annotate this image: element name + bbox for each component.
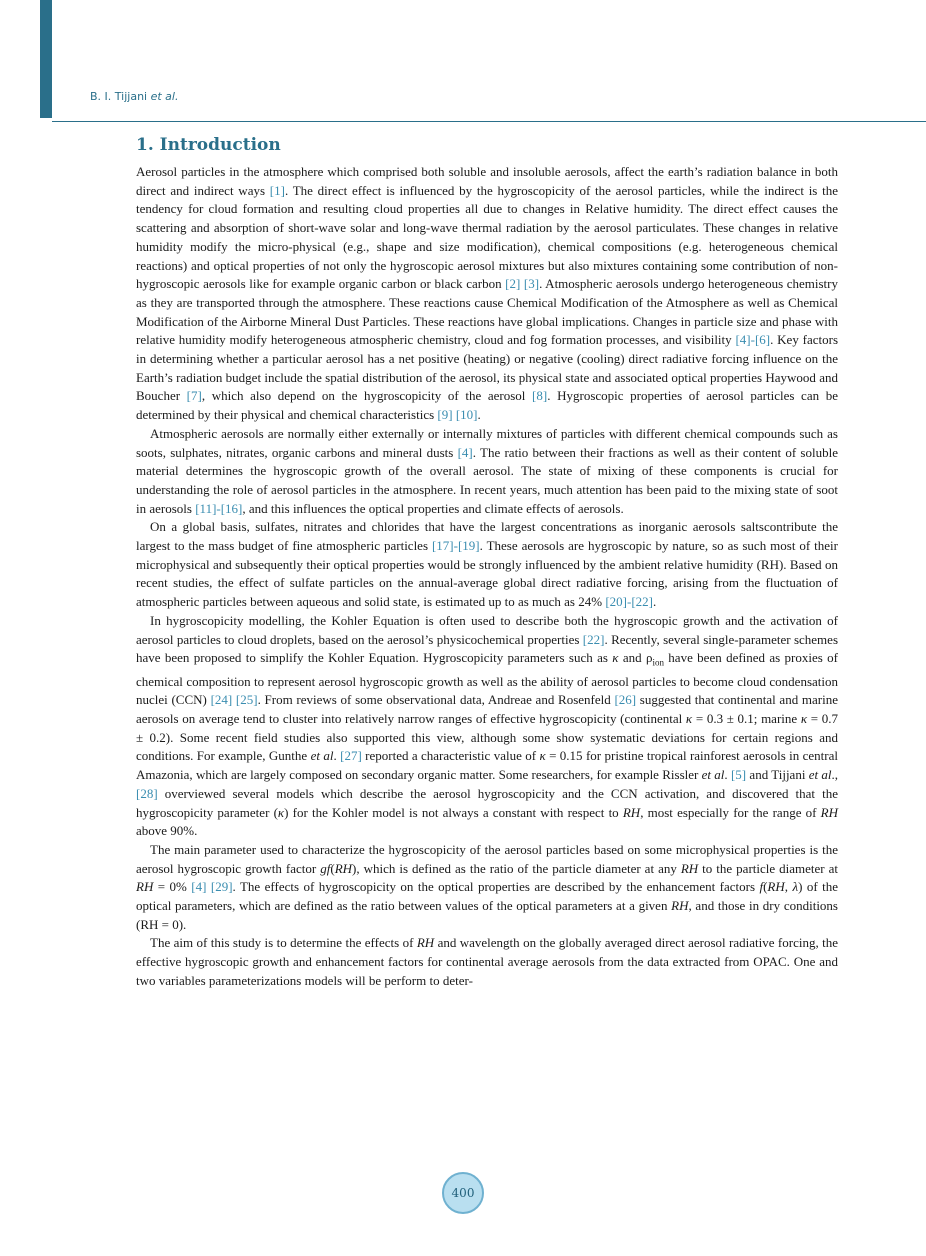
text-run: = 0.15 for pristine tropical rainforest aerosols in central Amazonia, which are largely composed on secondary organic matter. Some researchers, for example Rissler	[136, 748, 839, 783]
citation-link[interactable]: [27]	[340, 748, 362, 764]
italic-text: f	[759, 879, 764, 895]
text-run: = 0%	[153, 879, 192, 895]
citation-link[interactable]: [1]	[269, 182, 285, 198]
paragraph	[136, 425, 838, 519]
text-run: . From reviews of some observational data, Andreae and Rosenfeld	[257, 692, 615, 708]
text-run: . The ratio between their fractions as well as their content of soluble material determines the hygroscopic growth of the overall aerosol. The state of mixing of these components is crucial for understanding the role of aerosol particles in the atmosphere. In recent years, much attention has been paid to the mixing state of soot in aerosols	[136, 444, 838, 516]
running-head-et-al: et al.	[150, 90, 179, 103]
text-run: (	[330, 860, 335, 876]
paragraph	[136, 163, 838, 425]
citation-link[interactable]: [8]	[532, 388, 548, 404]
text-run: . Hygroscopic properties of aerosol particles can be determined by their physical and chemical characteristics	[136, 388, 838, 423]
citation-link[interactable]: [9] [10]	[437, 407, 478, 423]
italic-text: RH	[136, 879, 154, 895]
citation-link[interactable]: [22]	[582, 631, 605, 647]
italic-text: RH	[820, 804, 838, 820]
text-run: . The direct effect is influenced by the hygroscopicity of the aerosol particles, while the indirect is the tendency for cloud formation and resulting cloud properties all due to changes in Relative humidity. The direct effect causes the scattering and absorption of short-wave solar and long-wave thermal radiation by the aerosol particulates. These changes in relative humidity modify the micro-physical (e.g., shape and size modification), chemical compositions (e.g. heterogeneous chemical reactions) and optical properties of not only the hygroscopic aerosol mixtures but also mixtures containing some contribution of non-hygroscopic aerosols like for example organic carbon or black carbon	[136, 182, 838, 292]
article-body	[136, 133, 838, 991]
text-run: ), which is defined as the ratio of the particle diameter at any	[352, 860, 681, 876]
citation-link[interactable]: [17]-[19]	[431, 538, 480, 554]
text-run: reported a characteristic value of	[361, 748, 540, 764]
text-run: . The effects of hygroscopicity on the optical properties are described by the enhancement factors	[232, 879, 760, 895]
italic-text: κ	[800, 710, 808, 726]
citation-link[interactable]: [4] [29]	[191, 879, 233, 895]
text-run: , which also depend on the hygroscopicity of the aerosol	[201, 388, 533, 404]
italic-text: κ	[685, 710, 693, 726]
text-run: = 0.3 ± 0.1; marine	[692, 710, 801, 726]
text-run: suggested that continental and marine aerosols on average tend to cluster into relatively narrow ranges of effective hygroscopicity (continental	[136, 692, 838, 726]
italic-text: κ	[277, 804, 285, 820]
paragraph	[136, 612, 838, 841]
text-run: Atmospheric aerosols are normally either externally or internally mixtures of particles with different chemical compounds such as soots, sulphates, nitrates, organic carbons and mineral dusts	[136, 425, 838, 460]
italic-text: RH	[622, 804, 641, 820]
citation-link[interactable]: [26]	[614, 692, 637, 708]
italic-text: gf	[320, 860, 331, 876]
italic-text: RH	[416, 935, 435, 951]
italic-text: et al	[310, 748, 334, 764]
text-run: The aim of this study is to determine the effects of	[150, 935, 417, 951]
text-run: to the particle diameter at	[698, 860, 838, 876]
text-run: Aerosol particles in the atmosphere which comprised both soluble and insoluble aerosols, affect the earth’s radiation balance in both direct and indirect ways	[136, 164, 838, 198]
text-run: .	[477, 407, 481, 423]
italic-text: RH	[680, 860, 699, 876]
text-run: . Recently, several single-parameter schemes have been proposed to simplify the Kohler Equation. Hygroscopicity parameters such as	[136, 631, 838, 666]
italic-text: κ	[612, 650, 619, 666]
text-run: ) for the Kohler model is not always a constant with respect to	[284, 804, 623, 820]
text-run: and ρ	[618, 650, 653, 666]
text-run: ) of the optical parameters, which are defined as the ratio between values of the optical parameters at a given	[136, 879, 838, 914]
citation-link[interactable]: [2] [3]	[505, 276, 540, 292]
page-number: 400	[451, 1186, 475, 1200]
text-run: The main parameter used to characterize the hygroscopicity of the aerosol particles based on some microphysical properties is the aerosol hygroscopic growth factor	[136, 841, 838, 876]
text-run: On a global basis, sulfates, nitrates and chlorides that have the largest concentrations as inorganic aerosols saltscontribute the largest to the mass budget of fine atmospheric particles	[136, 519, 838, 554]
citation-link[interactable]: [20]-[22]	[605, 594, 653, 610]
text-run: , most especially for the range of	[640, 804, 821, 820]
citation-link[interactable]: [4]	[457, 444, 473, 460]
text-run: In hygroscopicity modelling, the Kohler Equation is often used to describe both the hygroscopic growth and the activation of aerosol particles to cloud droplets, based on the aerosol’s physicochemical properties	[136, 612, 838, 647]
running-head	[90, 90, 178, 103]
italic-text: κ	[539, 748, 546, 764]
text-run: have been defined as proxies of chemical composition to represent aerosol hygroscopic growth as well as the ability of aerosol particles to become cloud condensation nuclei (CCN)	[136, 650, 838, 708]
subscript-text: ion	[652, 657, 664, 668]
page-number-badge	[442, 1172, 484, 1214]
text-run: . These aerosols are hygroscopic by nature, so as such most of their microphysical and subsequently their optical properties would be strongly influenced by the ambient relative humidity (RH). Based on recent studies, the effect of sulfate particles on the annual-average global direct radiative forcing, arising from the fluctuation of atmospheric particles between aqueous and solid state, is estimated up to as much as 24%	[136, 538, 838, 610]
text-run: , and this influences the optical properties and climate effects of aerosols.	[242, 500, 624, 516]
text-run: .	[724, 767, 731, 783]
text-run: .	[333, 748, 341, 764]
italic-text: et al	[701, 767, 725, 783]
text-run: = 0.7 ± 0.2). Some recent field studies also supported this view, although some show systematic deviations for certain regions and conditions. For example, Gunthe	[136, 710, 838, 764]
text-run: (	[763, 879, 768, 895]
text-run: .	[652, 594, 657, 610]
text-run: and wavelength on the globally averaged direct aerosol radiative forcing, the effective hygroscopic growth and enhancement factors for continental average aerosols from the data extracted from OPAC. One and two variables parameterizations models will be perform to deter-	[136, 935, 838, 988]
running-head-author: B. I. Tijjani	[90, 90, 148, 103]
header-rule	[52, 121, 926, 122]
text-run: . Key factors in determining whether a particular aerosol has a net positive (heating) or negative (cooling) direct radiative forcing influence on the Earth’s radiation budget include the spatial distribution of the aerosol, its physical state and associated optical properties Haywood and Boucher	[136, 332, 839, 404]
italic-text: RH	[334, 860, 353, 876]
text-run: .,	[831, 767, 839, 783]
text-run: overviewed several models which describe the aerosol hygroscopicity and the CCN activation, and discovered that the hygroscopicity parameter (	[136, 785, 838, 820]
italic-text: λ	[792, 879, 799, 895]
italic-text: RH	[767, 879, 785, 895]
italic-text: RH	[671, 898, 689, 914]
citation-link[interactable]: [24] [25]	[210, 692, 258, 708]
section-title: 1. Introduction	[136, 135, 281, 155]
citation-link[interactable]: [5]	[730, 767, 747, 783]
paragraph	[136, 841, 838, 935]
text-run: , and those in dry conditions (RH = 0).	[136, 898, 838, 932]
text-run: . Atmospheric aerosols undergo heterogeneous chemistry as they are transported through the atmosphere. These reactions cause Chemical Modification of the Atmosphere as well as Chemical Modification of the Airborne Mineral Dust Particles. These reactions have global implications. Changes in particle size and phase with relative humidity modify heterogeneous atmospheric chemistry, cloud and fog formation processes, and visibility	[136, 276, 838, 348]
left-accent-bar	[40, 0, 52, 118]
text-run: and Tijjani	[746, 767, 809, 783]
citation-link[interactable]: [28]	[136, 785, 158, 801]
citation-link[interactable]: [11]-[16]	[195, 500, 243, 516]
italic-text: et al	[808, 767, 832, 783]
text-run: ,	[784, 879, 793, 895]
text-run: above 90%.	[136, 823, 198, 839]
citation-link[interactable]: [4]-[6]	[735, 332, 771, 348]
citation-link[interactable]: [7]	[186, 388, 202, 404]
paragraph	[136, 934, 838, 990]
paragraph	[136, 518, 838, 612]
